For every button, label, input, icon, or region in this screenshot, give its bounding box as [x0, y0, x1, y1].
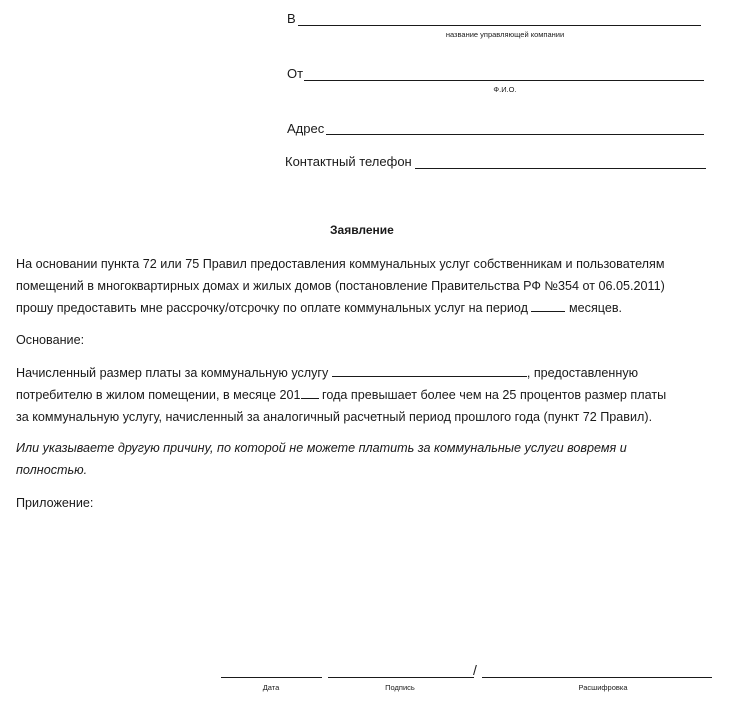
- other-reason-paragraph: [16, 437, 627, 481]
- recipient-line[interactable]: [298, 25, 701, 26]
- intro-line-1: На основании пункта 72 или 75 Правил предоставления коммунальных услуг собственникам и пользователям: [16, 257, 665, 271]
- basis-label: Основание:: [16, 333, 85, 347]
- address-line[interactable]: [326, 134, 704, 135]
- intro-line-3: [16, 297, 665, 319]
- year-blank[interactable]: [301, 386, 319, 399]
- intro-line-3-text: прошу предоставить мне рассрочку/отсрочку по оплате коммунальных услуг на период: [16, 301, 528, 315]
- date-caption: Дата: [262, 683, 280, 692]
- phone-label: Контактный телефон: [285, 154, 412, 169]
- signature-caption: Подпись: [385, 683, 415, 692]
- decoding-caption: Расшифровка: [578, 683, 628, 692]
- document-title: Заявление: [330, 223, 394, 237]
- company-caption: название управляющей компании: [445, 30, 565, 39]
- sender-line[interactable]: [304, 80, 704, 81]
- other-reason-line-1: Или указываете другую причину, по которой не можете платить за коммунальные услуги вовремя и: [16, 441, 627, 455]
- basis-line-3: за коммунальную услугу, начисленный за аналогичный расчетный период прошлого года (пункт 72 Правил).: [16, 410, 653, 424]
- slash-separator: /: [473, 662, 477, 678]
- other-reason-line-2: полностью.: [16, 463, 88, 477]
- basis-line-2-after: года превышает более чем на 25 процентов размер платы: [322, 388, 667, 402]
- attachment-label: Приложение:: [16, 496, 94, 510]
- date-line[interactable]: [221, 677, 322, 678]
- decoding-line[interactable]: [482, 677, 712, 678]
- from-label: От: [287, 66, 304, 81]
- service-blank[interactable]: [332, 364, 527, 377]
- signature-line[interactable]: [328, 677, 474, 678]
- period-blank[interactable]: [531, 299, 565, 312]
- fio-caption: Ф.И.О.: [493, 85, 517, 94]
- to-label: В: [287, 11, 296, 26]
- intro-line-2: помещений в многоквартирных домах и жилых домов (постановление Правительства РФ №354 от 06.05.2011): [16, 279, 665, 293]
- basis-line-2-text: потребителю в жилом помещении, в месяце 201: [16, 388, 301, 402]
- basis-paragraph: [16, 362, 666, 428]
- intro-paragraph: [16, 253, 665, 319]
- phone-line[interactable]: [415, 168, 706, 169]
- basis-line-2: [16, 384, 666, 406]
- basis-line-1-after: , предоставленную: [526, 366, 639, 380]
- months-text: месяцев.: [568, 301, 623, 315]
- address-label: Адрес: [287, 121, 325, 136]
- basis-line-1: [16, 362, 666, 384]
- basis-line-1-text: Начисленный размер платы за коммунальную услугу: [16, 366, 329, 380]
